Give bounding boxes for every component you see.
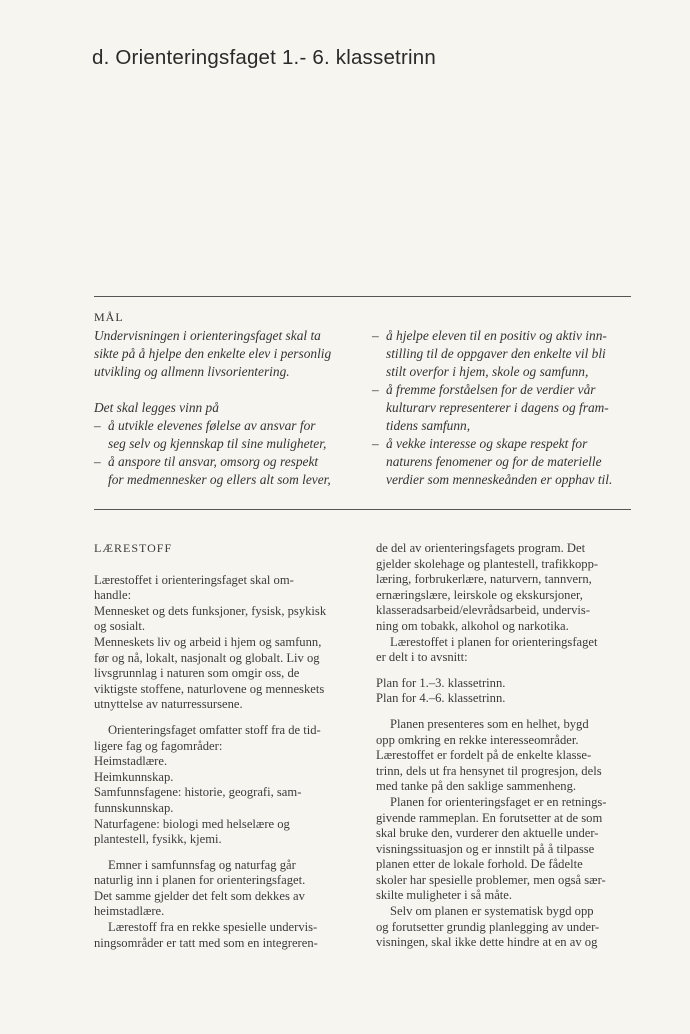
dash-marker: – (372, 328, 379, 343)
text-line: er delt i to avsnitt: (376, 650, 468, 665)
text-line: Det samme gjelder det felt som dekkes av (94, 888, 305, 903)
text-line: skal bruke den, vurderer den aktuelle under- (376, 826, 599, 841)
mal-heading: MÅL (94, 310, 124, 324)
mal-goal-line: for medmennesker og ellers alt som lever, (108, 472, 331, 487)
mal-goal-item (94, 453, 351, 489)
mal-intro-line: sikte på å hjelpe den enkelte elev i personlig (94, 346, 332, 361)
mal-goal-line: kulturarv representerer i dagens og fram- (386, 400, 609, 415)
text-line: funnskunnskap. (94, 800, 174, 815)
text-line: heimstadlære. (94, 904, 165, 919)
paragraph (94, 573, 351, 713)
mal-intro (94, 327, 351, 381)
text-line: Mennesket og dets funksjoner, fysisk, psykisk (94, 603, 327, 618)
text-line: utnyttelse av naturressursene. (94, 697, 243, 712)
mal-intro-line: utvikling og allmenn livsorientering. (94, 364, 290, 379)
top-rule (94, 296, 631, 297)
dash-marker: – (94, 418, 101, 433)
text-line: viktigste stoffene, naturlovene og menneskets (94, 681, 325, 696)
text-line: Selv om planen er systematisk bygd opp (390, 904, 594, 919)
mal-goal-line: stilling til de oppgaver den enkelte vil bli (386, 346, 606, 361)
text-line: Emner i samfunnsfag og naturfag går (108, 857, 296, 872)
mal-goal-line: å anspore til ansvar, omsorg og respekt (108, 454, 319, 469)
text-line: Lærestoffet i planen for orienteringsfaget (390, 634, 598, 649)
text-line: Lærestoff fra en rekke spesielle undervis- (108, 920, 318, 935)
text-line: de del av orienteringsfagets program. Det (376, 541, 586, 555)
text-line: trinn, dels ut fra hensynet til progresjon, dels (376, 763, 602, 778)
text-line: visningssituasjon og er innstilt på å tilpasse (376, 841, 595, 856)
mal-goal-line: å utvikle elevenes følelse av ansvar for (108, 418, 316, 433)
mal-goal-item (372, 435, 634, 489)
mal-goal-line: verdier som menneskeånden er opphav til. (386, 472, 613, 487)
text-line: Plan for 4.–6. klassetrinn. (376, 691, 506, 706)
text-line: livsgrunnlag i naturen som omgir oss, de (94, 666, 300, 681)
mal-goal-item (372, 381, 634, 435)
laerestoff-left-column (94, 541, 351, 951)
text-line: Menneskets liv og arbeid i hjem og samfunn, (94, 634, 322, 649)
mal-right-column (372, 327, 634, 489)
text-line: Samfunnsfagene: historie, geografi, sam- (94, 785, 302, 800)
text-line: Lærestoffet er fordelt på de enkelte klasse- (376, 748, 592, 763)
text-line: handle: (94, 588, 132, 603)
mal-goal-line: naturens fenomener og for de materielle (386, 454, 602, 469)
mal-goal-line: å fremme forståelsen for de verdier vår (386, 382, 596, 397)
text-line: opp omkring en rekke interesseområder. (376, 732, 579, 747)
mal-intro-line: Undervisningen i orienteringsfaget skal ta (94, 328, 321, 343)
text-line: ningsområder er tatt med som en integreren- (94, 935, 318, 950)
text-line: læring, forbrukerlære, naturvern, tannvern, (376, 572, 592, 587)
text-line: Orienteringsfaget omfatter stoff fra de tid- (108, 722, 321, 737)
text-line: ligere fag og fagområder: (94, 738, 223, 753)
text-line: naturlig inn i planen for orienteringsfaget. (94, 873, 306, 888)
laerestoff-right-column (376, 541, 634, 951)
text-line: og forutsetter grundig planlegging av under- (376, 919, 600, 934)
text-line: givende rammeplan. En forutsetter at de som (376, 810, 603, 825)
dash-marker: – (372, 382, 379, 397)
mal-goal-item (372, 327, 634, 381)
mal-goal-line: seg selv og kjennskap til sine muligheter, (108, 436, 327, 451)
paragraph (94, 858, 351, 952)
mal-lead: Det skal legges vinn på (94, 400, 219, 415)
text-line: skoler har spesielle problemer, men også sær- (376, 872, 606, 887)
dash-marker: – (372, 436, 379, 451)
text-line: skilte muligheter i så måte. (376, 888, 513, 903)
text-line: Planen presenteres som en helhet, bygd (390, 716, 589, 731)
text-line: klasseradsarbeid/elevrådsarbeid, undervis- (376, 603, 591, 618)
paragraph (376, 676, 634, 707)
mid-rule (94, 509, 631, 510)
text-line: med tanke på den saklige sammenheng. (376, 779, 577, 794)
text-line: gjelder skolehage og plantestell, trafikkopp- (376, 556, 599, 571)
text-line: Plan for 1.–3. klassetrinn. (376, 675, 506, 690)
mal-goal-line: å vekke interesse og skape respekt for (386, 436, 588, 451)
mal-left-column (94, 327, 351, 489)
text-line: og sosialt. (94, 619, 146, 634)
text-line: Naturfagene: biologi med helselære og (94, 816, 290, 831)
page-title: d. Orienteringsfaget 1.- 6. klassetrinn (92, 46, 436, 69)
text-line: ning om tobakk, alkohol og narkotika. (376, 618, 569, 633)
mal-goal-line: tidens samfunn, (386, 418, 471, 433)
dash-marker: – (94, 454, 101, 469)
text-line: Heimkunnskap. (94, 769, 174, 784)
text-line: visningen, skal ikke dette hindre at en av og (376, 935, 598, 950)
text-line: Planen for orienteringsfaget er en retnings- (390, 794, 607, 809)
mal-goal-line: stilt overfor i hjem, skole og samfunn, (386, 364, 589, 379)
text-line: planen etter de lokale forhold. De fådelte (376, 857, 583, 872)
paragraph (376, 541, 634, 666)
paragraph (376, 717, 634, 951)
text-line: Lærestoffet i orienteringsfaget skal om- (94, 572, 294, 587)
laerestoff-heading: LÆRESTOFF (94, 541, 173, 555)
text-line: ernæringslære, leirskole og ekskursjoner, (376, 587, 583, 602)
text-line: plantestell, fysikk, kjemi. (94, 832, 222, 847)
text-line: før og nå, lokalt, nasjonalt og globalt. Liv og (94, 650, 320, 665)
mal-goal-line: å hjelpe eleven til en positiv og aktiv inn- (386, 328, 607, 343)
mal-goal-item (94, 417, 351, 453)
paragraph (94, 723, 351, 848)
text-line: Heimstadlære. (94, 754, 168, 769)
